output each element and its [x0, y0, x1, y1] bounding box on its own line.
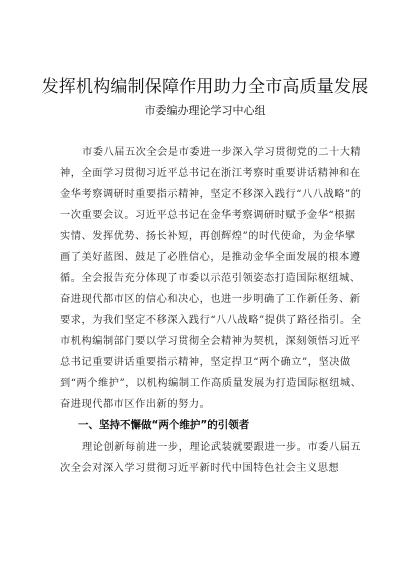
document-title: 发挥机构编制保障作用助力全市高质量发展 [41, 77, 369, 97]
section-heading: 一、坚持不懈做“两个维护”的引领者 [78, 419, 250, 431]
section-paragraph: 理论创新每前进一步，理论武装就要跟进一步。市委八届五次全会对深入学习贯彻习近平新时代中国特色社会主义思想 [60, 442, 362, 474]
body-paragraph: 市委八届五次全会是市委进一步深入学习贯彻党的二十大精神，全面学习贯彻习近平总书记在浙江考察时重要讲话精神和在金华考察调研时重要指示精神，坚定不移深入践行“八八战略”的一次重要会议。习近平总书记在金华考察调研时赋予金华“根据实情、发挥优势、扬长补短，再创辉煌”的时代使命，为金华擘画了美好蓝图、鼓足了必胜信心，是推动金华全面发展的根本遵循。全会报告充分体现了市委以示范引领姿态打造国际枢纽城、奋进现代都市区的信心和决心，也进一步明确了工作新任务、新要求，为我们坚定不移深入践行“八八战略”提供了路径指引。全市机构编制部门要以学习贯彻全会精神为契机，深刻领悟习近平总书记重要讲话重要指示精神，坚定捍卫“两个确立”，坚决做到“两个维护”，以机构编制工作高质量发展为打造国际枢纽城、奋进现代都市区作出新的努力。 [60, 147, 362, 410]
document-author: 市委编办理论学习中心组 [144, 104, 266, 117]
